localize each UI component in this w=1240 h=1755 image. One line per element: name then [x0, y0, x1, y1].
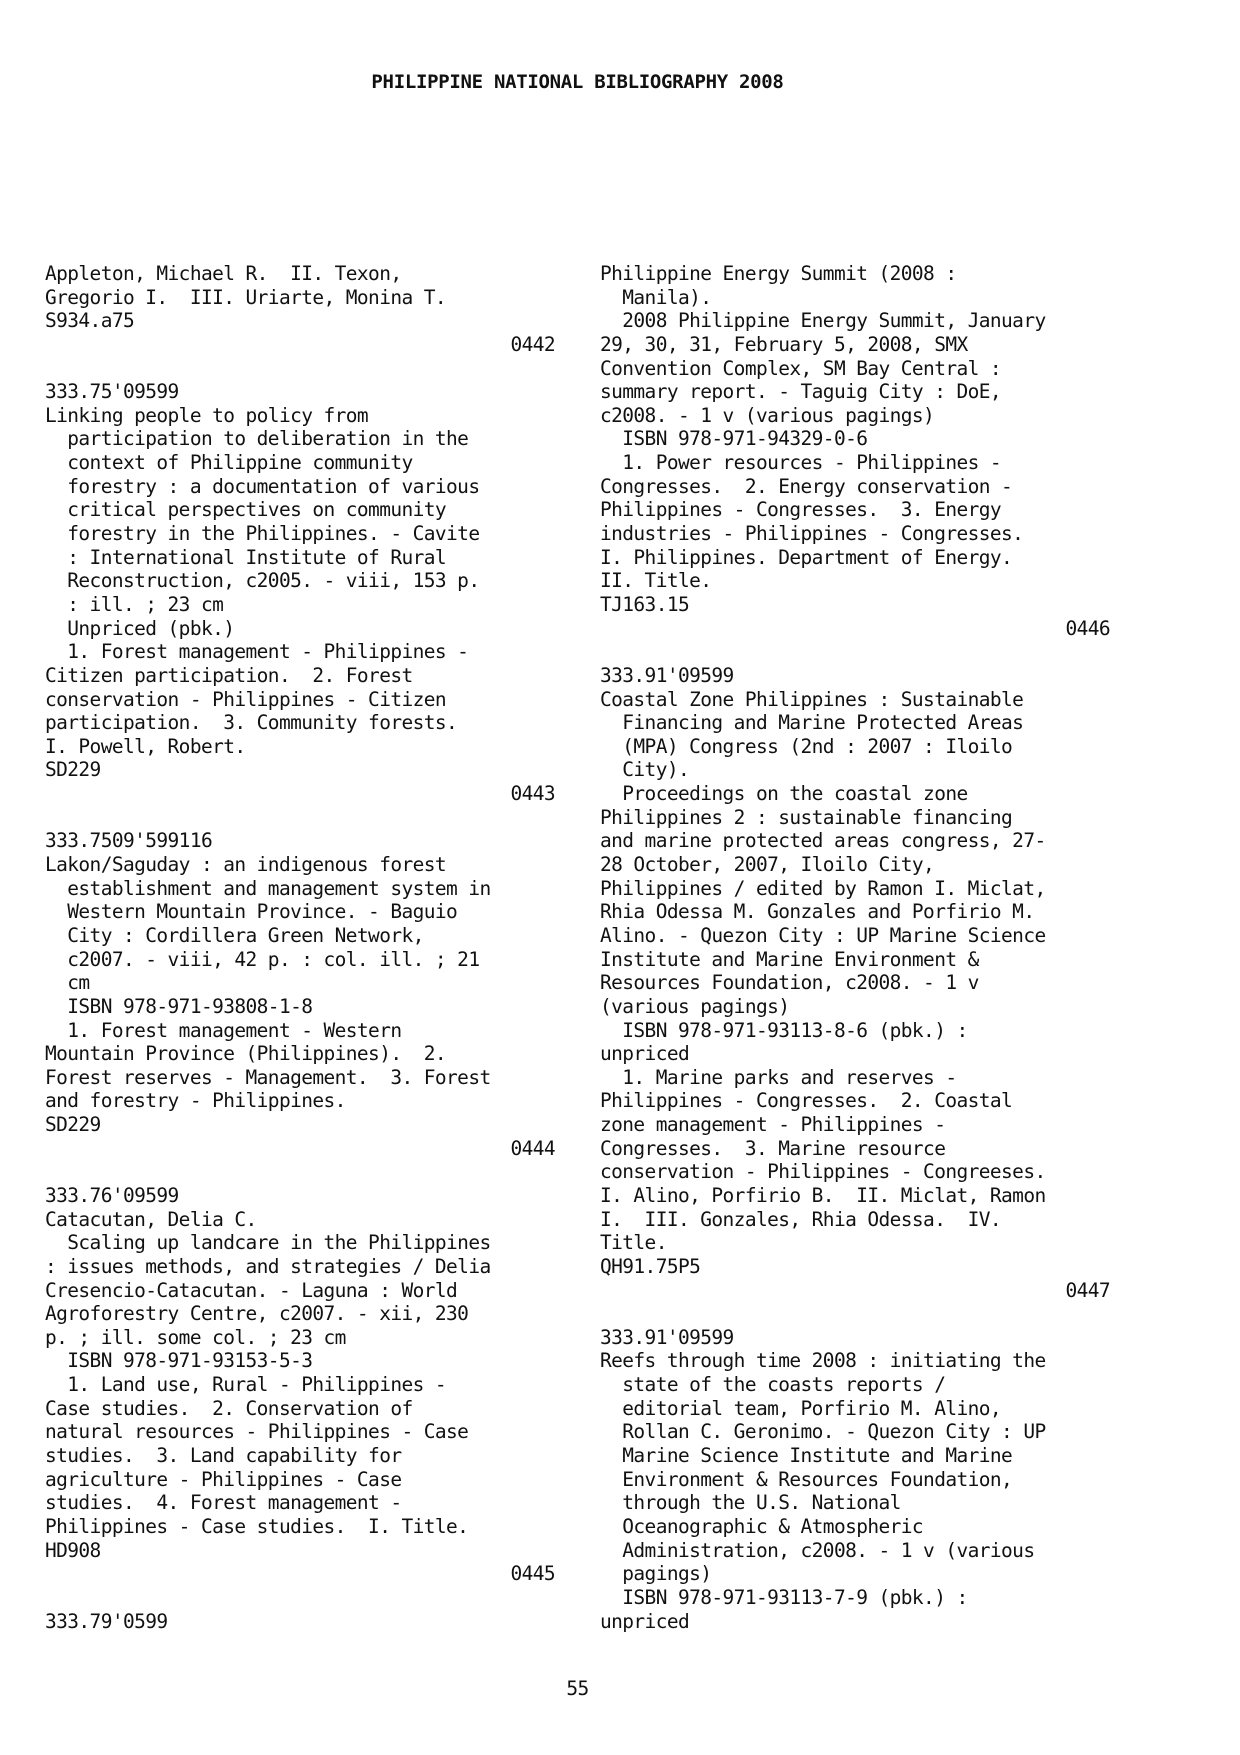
- entry-number: 0447: [1065, 1278, 1110, 1302]
- left-column: [45, 262, 555, 1633]
- text-line: [45, 1160, 555, 1184]
- text-line: conservation - Philippines - Congreeses.: [600, 1160, 1046, 1184]
- text-line: summary report. - Taguig City : DoE,: [600, 380, 1002, 404]
- text-line: pagings): [600, 1562, 712, 1586]
- text-line: ISBN 978-971-93808-1-8: [45, 994, 313, 1018]
- text-line: c2007. - viii, 42 p. : col. ill. ; 21: [45, 947, 480, 971]
- text-line: Rhia Odessa M. Gonzales and Porfirio M.: [600, 900, 1035, 924]
- text-line: conservation - Philippines - Citizen: [45, 687, 447, 711]
- text-line: 333.79'0599: [45, 1609, 168, 1633]
- text-line: I. III. Gonzales, Rhia Odessa. IV.: [600, 1207, 1002, 1231]
- text-line: QH91.75P5: [600, 1254, 701, 1278]
- text-line: 1. Marine parks and reserves -: [600, 1065, 957, 1089]
- text-line: context of Philippine community: [45, 451, 413, 475]
- text-line: studies. 4. Forest management -: [45, 1491, 402, 1515]
- text-line: I. Powell, Robert.: [45, 734, 246, 758]
- text-line: Philippines - Congresses. 3. Energy: [600, 498, 1002, 522]
- text-line: Alino. - Quezon City : UP Marine Science: [600, 923, 1046, 947]
- text-line: Lakon/Saguday : an indigenous forest: [45, 853, 447, 877]
- text-line: City).: [600, 758, 690, 782]
- text-line: Appleton, Michael R. II. Texon,: [45, 262, 402, 285]
- text-line: Case studies. 2. Conservation of: [45, 1396, 413, 1420]
- text-line: Environment & Resources Foundation,: [600, 1467, 1013, 1491]
- text-line: Convention Complex, SM Bay Central :: [600, 356, 1002, 380]
- text-line: 1. Power resources - Philippines -: [600, 451, 1002, 475]
- text-line: 333.91'09599: [600, 663, 734, 687]
- text-line: Catacutan, Delia C.: [45, 1207, 257, 1231]
- text-line: 333.76'09599: [45, 1183, 179, 1207]
- text-line: Forest reserves - Management. 3. Forest: [45, 1065, 491, 1089]
- text-line: ISBN 978-971-93153-5-3: [45, 1349, 313, 1373]
- text-line: ISBN 978-971-93113-7-9 (pbk.) :: [600, 1585, 968, 1609]
- text-line: studies. 3. Land capability for: [45, 1444, 402, 1468]
- text-line: and forestry - Philippines.: [45, 1089, 346, 1113]
- text-line: c2008. - 1 v (various pagings): [600, 403, 935, 427]
- text-line: (various pagings): [600, 994, 790, 1018]
- text-line: SD229: [45, 758, 101, 782]
- text-line: Philippines - Case studies. I. Title.: [45, 1514, 469, 1538]
- text-line: Philippine Energy Summit (2008 :: [600, 262, 957, 285]
- text-line: Rollan C. Geronimo. - Quezon City : UP: [600, 1420, 1046, 1444]
- text-line: Western Mountain Province. - Baguio: [45, 900, 458, 924]
- text-line: Philippines - Congresses. 2. Coastal: [600, 1089, 1013, 1113]
- text-line: participation. 3. Community forests.: [45, 711, 458, 735]
- text-line: I. Alino, Porfirio B. II. Miclat, Ramon: [600, 1183, 1046, 1207]
- text-line: natural resources - Philippines - Case: [45, 1420, 469, 1444]
- text-line: 1. Forest management - Philippines -: [45, 640, 469, 664]
- text-line: Congresses. 2. Energy conservation -: [600, 474, 1013, 498]
- text-line: Citizen participation. 2. Forest: [45, 663, 413, 687]
- text-line: ISBN 978-971-94329-0-6: [600, 427, 868, 451]
- entry-number: 0445: [510, 1562, 555, 1586]
- right-column: [600, 262, 1110, 1633]
- text-line: Financing and Marine Protected Areas: [600, 711, 1024, 735]
- text-line: 2008 Philippine Energy Summit, January: [600, 309, 1046, 333]
- text-line: Cresencio-Catacutan. - Laguna : World: [45, 1278, 458, 1302]
- text-line: Institute and Marine Environment &: [600, 947, 979, 971]
- text-line: TJ163.15: [600, 592, 690, 616]
- text-line: I. Philippines. Department of Energy.: [600, 545, 1013, 569]
- text-line: forestry in the Philippines. - Cavite: [45, 522, 480, 546]
- text-line: Marine Science Institute and Marine: [600, 1444, 1013, 1468]
- text-line: 333.75'09599: [45, 380, 179, 404]
- entry-number: 0443: [510, 782, 555, 806]
- text-line: [600, 1302, 1110, 1326]
- text-line: 333.7509'599116: [45, 829, 213, 853]
- text-line: Scaling up landcare in the Philippines: [45, 1231, 491, 1255]
- text-line: forestry : a documentation of various: [45, 474, 480, 498]
- text-line: [45, 1586, 555, 1610]
- text-line: 333.91'09599: [600, 1325, 734, 1349]
- text-line: Oceanographic & Atmospheric: [600, 1514, 924, 1538]
- text-line: ISBN 978-971-93113-8-6 (pbk.) :: [600, 1018, 968, 1042]
- text-line: industries - Philippines - Congresses.: [600, 522, 1024, 546]
- text-line: p. ; ill. some col. ; 23 cm: [45, 1325, 346, 1349]
- entry-number: 0446: [1065, 616, 1110, 640]
- text-line: 29, 30, 31, February 5, 2008, SMX: [600, 332, 968, 356]
- text-line: Philippines 2 : sustainable financing: [600, 805, 1013, 829]
- text-line: [600, 640, 1110, 664]
- text-line: Resources Foundation, c2008. - 1 v: [600, 971, 979, 995]
- text-line: (MPA) Congress (2nd : 2007 : Iloilo: [600, 734, 1013, 758]
- text-line: : issues methods, and strategies / Delia: [45, 1254, 491, 1278]
- text-line: agriculture - Philippines - Case: [45, 1467, 402, 1491]
- text-line: unpriced: [600, 1042, 690, 1066]
- text-line: zone management - Philippines -: [600, 1113, 946, 1137]
- text-line: establishment and management system in: [45, 876, 491, 900]
- text-line: unpriced: [600, 1609, 690, 1633]
- page-number: 55: [566, 1677, 589, 1700]
- text-line: through the U.S. National: [600, 1491, 901, 1515]
- text-line: SD229: [45, 1113, 101, 1137]
- text-line: critical perspectives on community: [45, 498, 447, 522]
- text-line: 1. Land use, Rural - Philippines -: [45, 1373, 447, 1397]
- text-line: [45, 806, 555, 830]
- entry-number: 0442: [510, 332, 555, 356]
- text-line: 28 October, 2007, Iloilo City,: [600, 853, 935, 877]
- text-line: [45, 357, 555, 381]
- text-line: cm: [45, 971, 90, 995]
- text-line: Agroforestry Centre, c2007. - xii, 230: [45, 1302, 469, 1326]
- text-line: Congresses. 3. Marine resource: [600, 1136, 946, 1160]
- text-line: : ill. ; 23 cm: [45, 592, 224, 616]
- text-line: Gregorio I. III. Uriarte, Monina T.: [45, 285, 447, 309]
- text-line: Reefs through time 2008 : initiating the: [600, 1349, 1046, 1373]
- text-line: Proceedings on the coastal zone: [600, 782, 968, 806]
- text-line: Mountain Province (Philippines). 2.: [45, 1042, 447, 1066]
- text-line: participation to deliberation in the: [45, 427, 469, 451]
- text-line: Manila).: [600, 285, 712, 309]
- text-line: Linking people to policy from: [45, 403, 369, 427]
- text-line: Reconstruction, c2005. - viii, 153 p.: [45, 569, 480, 593]
- text-line: City : Cordillera Green Network,: [45, 923, 424, 947]
- text-line: editorial team, Porfirio M. Alino,: [600, 1396, 1002, 1420]
- page-title: PHILIPPINE NATIONAL BIBLIOGRAPHY 2008: [371, 71, 784, 93]
- text-line: II. Title.: [600, 569, 712, 593]
- text-line: 1. Forest management - Western: [45, 1018, 402, 1042]
- text-line: Administration, c2008. - 1 v (various: [600, 1538, 1035, 1562]
- text-line: HD908: [45, 1538, 101, 1562]
- text-line: : International Institute of Rural: [45, 545, 447, 569]
- text-line: S934.a75: [45, 309, 135, 333]
- text-line: Philippines / edited by Ramon I. Miclat,: [600, 876, 1046, 900]
- text-line: Unpriced (pbk.): [45, 616, 235, 640]
- text-line: and marine protected areas congress, 27-: [600, 829, 1046, 853]
- text-line: state of the coasts reports /: [600, 1373, 946, 1397]
- entry-number: 0444: [510, 1136, 555, 1160]
- text-line: Coastal Zone Philippines : Sustainable: [600, 687, 1024, 711]
- text-line: Title.: [600, 1231, 667, 1255]
